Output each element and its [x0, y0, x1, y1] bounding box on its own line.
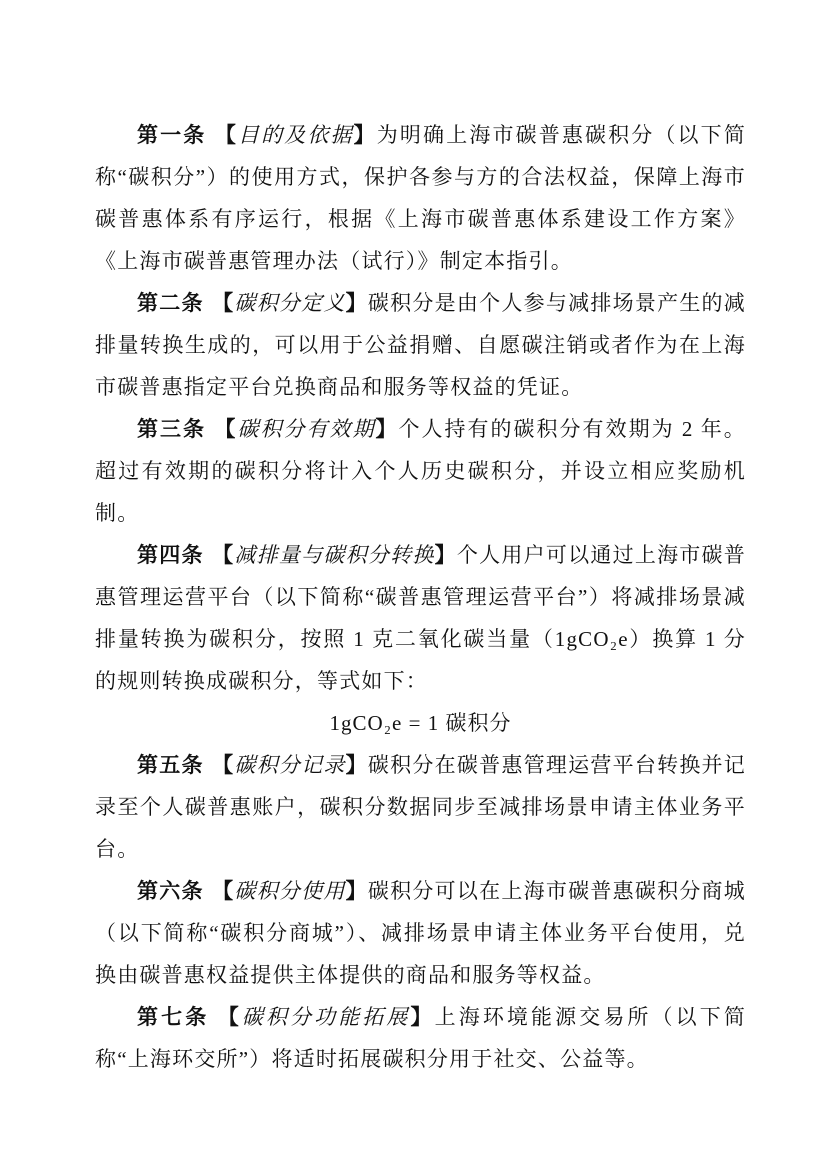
bracket-close: 】	[375, 417, 399, 441]
article-6-paragraph	[95, 870, 746, 996]
article-2-title: 碳积分定义	[234, 291, 346, 315]
bracket-open: 【	[217, 1005, 242, 1029]
bracket-open: 【	[212, 879, 235, 903]
conversion-equation: 1gCO₂e = 1 碳积分	[329, 711, 512, 735]
bracket-close: 】	[345, 879, 368, 903]
article-4-number: 第四条	[137, 543, 204, 567]
bracket-open: 【	[214, 417, 238, 441]
article-5-paragraph	[95, 744, 746, 870]
article-1-body: 为明确上海市碳普惠碳积分（以下简称“碳积分”）的使用方式，保护各参与方的合法权益，保障上海市碳普惠体系有序运行，根据《上海市碳普惠体系建设工作方案》《上海市碳普惠管理办法（试行）》制定本指引。	[95, 123, 747, 273]
article-5-heading	[212, 753, 368, 777]
article-3-paragraph	[95, 408, 746, 534]
article-2-heading	[212, 291, 368, 315]
article-4-paragraph	[95, 534, 746, 702]
article-5-number: 第五条	[137, 753, 204, 777]
article-1-number: 第一条	[137, 123, 207, 147]
article-7-number: 第七条	[137, 1005, 210, 1029]
article-4-title: 减排量与碳积分转换	[234, 543, 435, 567]
article-5-title: 碳积分记录	[234, 753, 346, 777]
article-5-body: 碳积分在碳普惠管理运营平台转换并记录至个人碳普惠账户，碳积分数据同步至减排场景申请主体业务平台。	[95, 753, 747, 861]
article-4-heading	[212, 543, 457, 567]
article-2-number: 第二条	[137, 291, 204, 315]
article-3-heading	[214, 417, 398, 441]
bracket-open: 【	[212, 543, 235, 567]
bracket-open: 【	[214, 123, 238, 147]
bracket-open: 【	[212, 291, 235, 315]
article-3-number: 第三条	[137, 417, 207, 441]
article-6-title: 碳积分使用	[234, 879, 346, 903]
article-7-heading	[218, 1005, 435, 1029]
article-7-paragraph	[95, 996, 746, 1080]
article-1-title: 目的及依据	[237, 123, 354, 147]
bracket-close: 】	[353, 123, 377, 147]
article-4-body: 个人用户可以通过上海市碳普惠管理运营平台（以下简称“碳普惠管理运营平台”）将减排场景减排量转换为碳积分，按照 1 克二氧化碳当量（1gCO₂e）换算 1 分的规则转换成碳积分，等式如下：	[95, 543, 746, 693]
bracket-close: 】	[345, 291, 368, 315]
article-3-body: 个人持有的碳积分有效期为 2 年。超过有效期的碳积分将计入个人历史碳积分，并设立相应奖励机制。	[95, 417, 747, 525]
article-2-paragraph	[95, 282, 746, 408]
bracket-close: 】	[434, 543, 457, 567]
bracket-open: 【	[212, 753, 235, 777]
article-6-number: 第六条	[137, 879, 204, 903]
article-3-title: 碳积分有效期	[237, 417, 376, 441]
article-6-body: 碳积分可以在上海市碳普惠碳积分商城（以下简称“碳积分商城”）、减排场景申请主体业务平台使用，兑换由碳普惠权益提供主体提供的商品和服务等权益。	[95, 879, 747, 987]
article-1-paragraph	[95, 114, 746, 282]
article-6-heading	[212, 879, 368, 903]
bracket-close: 】	[410, 1005, 435, 1029]
article-7-body: 上海环境能源交易所（以下简称“上海环交所”）将适时拓展碳积分用于社交、公益等。	[95, 1005, 747, 1071]
article-2-body: 碳积分是由个人参与减排场景产生的减排量转换生成的，可以用于公益捐赠、自愿碳注销或者作为在上海市碳普惠指定平台兑换商品和服务等权益的凭证。	[95, 291, 747, 399]
article-7-title: 碳积分功能拓展	[241, 1005, 411, 1029]
bracket-close: 】	[345, 753, 368, 777]
article-1-heading	[215, 123, 377, 147]
